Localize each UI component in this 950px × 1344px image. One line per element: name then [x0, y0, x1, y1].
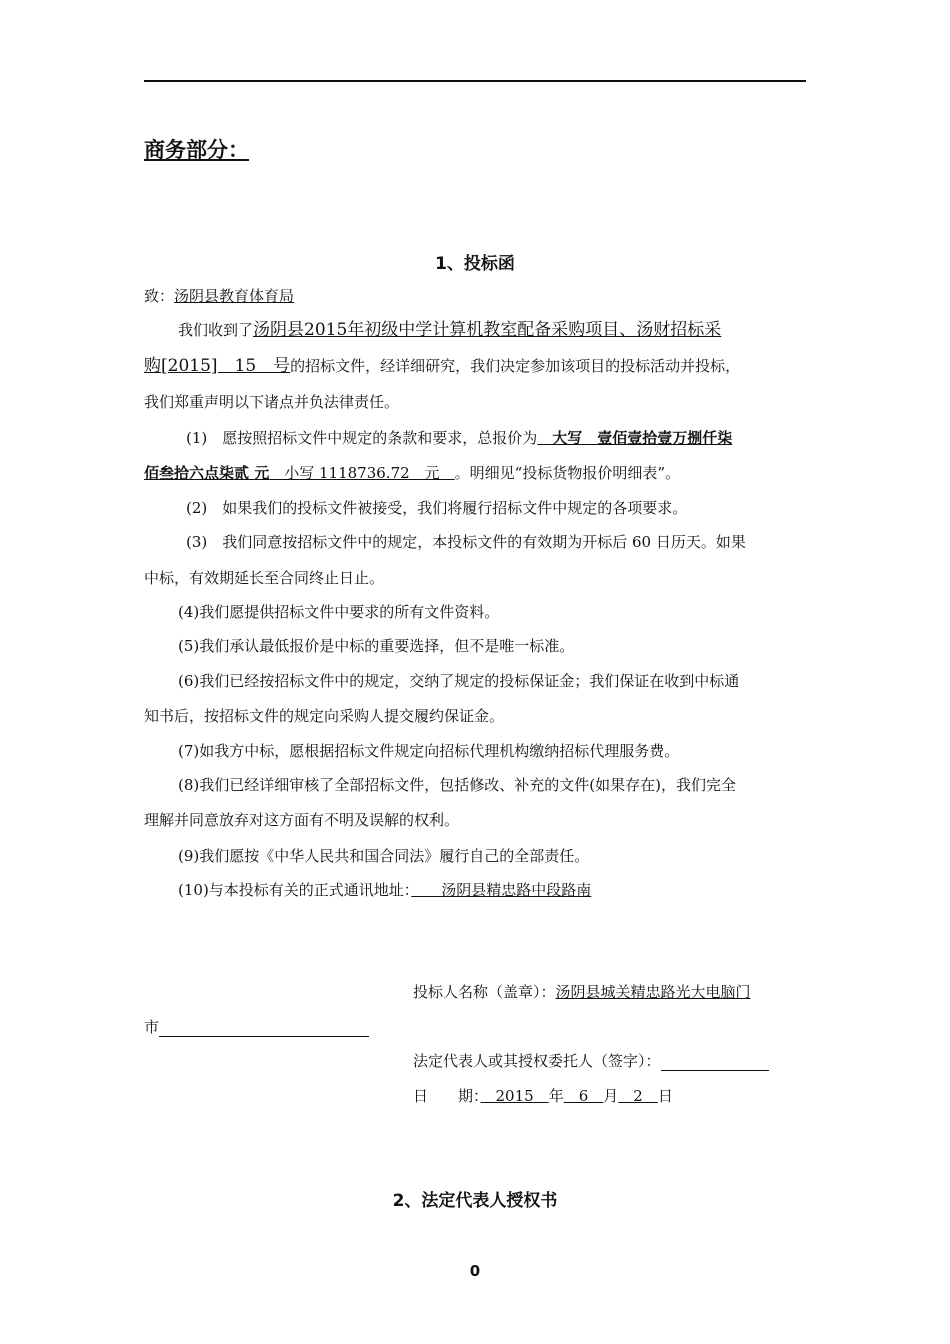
bidder-name-line-2 [144, 1017, 369, 1037]
date-line [413, 1086, 673, 1106]
item1-price-words-2: 佰叁拾六点柒贰 元 [144, 464, 270, 482]
item8-line-1: (8)我们已经详细审核了全部招标文件，包括修改、补充的文件(如果存在)，我们完全 [178, 776, 736, 794]
date-year-unit: 年 [548, 1087, 564, 1105]
date-day-unit: 日 [657, 1087, 673, 1105]
addressee-line [144, 286, 294, 306]
item1-price-number: 小写 1118736.72 元 [269, 464, 455, 482]
item1-text-b: 。明细见“投标货物报价明细表”。 [454, 464, 681, 482]
to-label: 致： [144, 287, 175, 305]
date-label: 日 期： [413, 1087, 481, 1105]
item1-line-1 [186, 428, 732, 448]
item3-line-1: (3) 我们同意按招标文件中的规定，本投标文件的有效期为开标后 60 日历天。如果 [186, 533, 746, 551]
item4-line: (4)我们愿提供招标文件中要求的所有文件资料。 [178, 603, 500, 621]
intro-text-a: 我们收到了 [178, 321, 254, 339]
intro-project-1: 汤阴县2015年初级中学计算机教室配备采购项目、汤财招标采 [253, 320, 722, 340]
representative-line [413, 1051, 769, 1071]
item1-text-a: (1) 愿按照招标文件中规定的条款和要求，总报价为 [186, 429, 538, 447]
to-value: 汤阴县教育体育局 [174, 287, 295, 305]
intro-text-b: 的招标文件，经详细研究，我们决定参加该项目的投标活动并投标， [290, 357, 741, 375]
rep-label: 法定代表人或其授权委托人（签字）： [413, 1052, 661, 1070]
item8-line-2: 理解并同意放弃对这方面有不明及误解的权利。 [144, 811, 460, 829]
intro-project-2: 购[2015] 15 号 [144, 356, 291, 376]
intro-line-2 [144, 356, 740, 376]
bidder-underline [159, 1020, 369, 1037]
item1-line-2 [144, 463, 680, 483]
date-year: 2015 [480, 1087, 549, 1105]
item3-line-2: 中标，有效期延长至合同终止日止。 [144, 569, 385, 587]
date-month: 6 [563, 1087, 604, 1105]
date-month-unit: 月 [603, 1087, 619, 1105]
item6-line-1: (6)我们已经按招标文件中的规定，交纳了规定的投标保证金；我们保证在收到中标通 [178, 672, 740, 690]
signature-field [661, 1054, 769, 1071]
intro-line-1 [178, 320, 721, 340]
heading-authorization: 2、法定代表人授权书 [392, 1191, 558, 1211]
item6-line-2: 知书后，按招标文件的规定向采购人提交履约保证金。 [144, 707, 505, 725]
item10-line [178, 880, 591, 900]
page-number: 0 [469, 1262, 481, 1280]
bidder-label: 投标人名称（盖章）： [413, 983, 556, 1001]
bidder-value-2: 市 [144, 1018, 160, 1036]
item9-line: (9)我们愿按《中华人民共和国合同法》履行自己的全部责任。 [178, 847, 590, 865]
bidder-name-line [413, 982, 751, 1002]
item7-line: (7)如我方中标，愿根据招标文件规定向招标代理机构缴纳招标代理服务费。 [178, 742, 680, 760]
item2-line: (2) 如果我们的投标文件被接受，我们将履行招标文件中规定的各项要求。 [186, 499, 688, 517]
item10-label: (10)与本投标有关的正式通讯地址： [178, 881, 412, 899]
header-rule [144, 80, 806, 82]
item10-address: 汤阴县精忠路中段路南 [411, 881, 592, 899]
item1-price-words-1: 大写 壹佰壹拾壹万捌仟柒 [537, 429, 733, 447]
item5-line: (5)我们承认最低报价是中标的重要选择，但不是唯一标准。 [178, 637, 575, 655]
intro-line-3: 我们郑重声明以下诸点并负法律责任。 [144, 393, 400, 411]
heading-bid-letter: 1、投标函 [435, 254, 515, 274]
bidder-value-1: 汤阴县城关精忠路光大电脑门 [555, 983, 751, 1001]
date-day: 2 [618, 1087, 658, 1105]
section-title: 商务部分： [144, 138, 249, 162]
